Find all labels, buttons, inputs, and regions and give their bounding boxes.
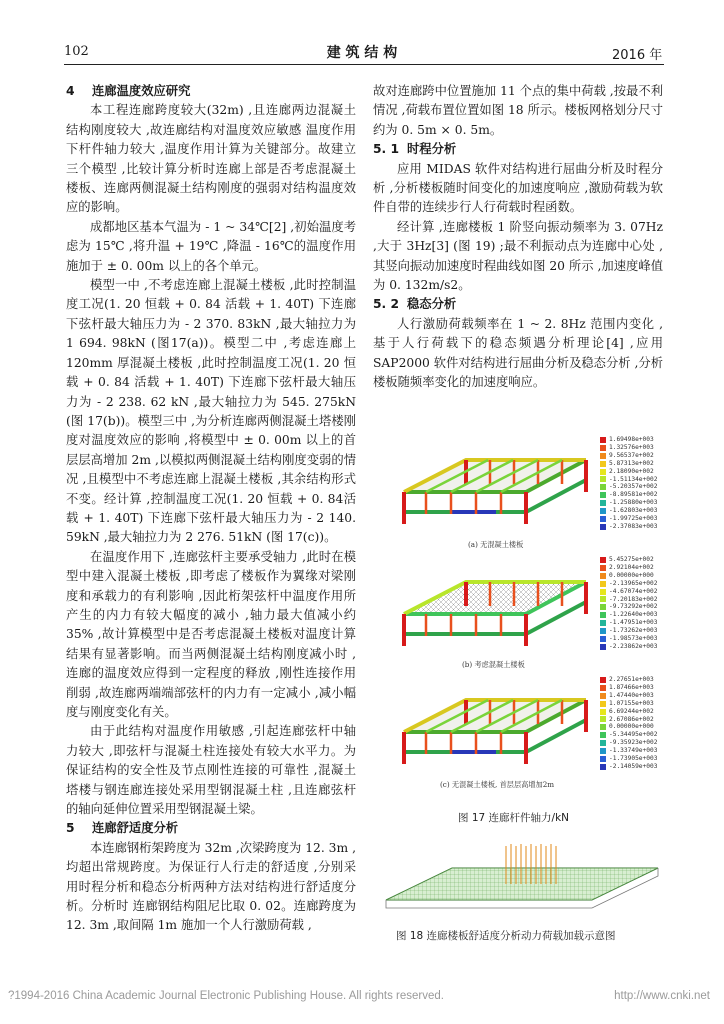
section-5-heading: 5 连廊舒适度分析 <box>66 821 179 836</box>
copyright-text: ?1994-2016 China Academic Journal Electronic Publishing House. All rights reserved. <box>8 990 444 1002</box>
journal-title: 建 筑 结 构 <box>326 45 398 61</box>
legend-swatch <box>600 709 606 715</box>
legend-swatch <box>600 701 606 707</box>
paragraph: 成都地区基本气温为 - 1 ~ 34℃[2] ,初始温度考虑为 15℃ ,将升温 + 19℃ ,降温 - 16℃的温度作用施加于 ± 0. 00m 以上的各个单元。 <box>66 219 356 273</box>
legend-swatch <box>600 604 606 610</box>
legend-swatch <box>600 557 606 563</box>
paragraph: 故对连廊跨中位置施加 11 个点的集中荷载 ,按最不利情况 ,荷载布置位置如图 18 所示。楼板网格划分尺寸约为 0. 5m × 0. 5m。 <box>373 84 663 137</box>
legend-swatch <box>600 596 606 602</box>
truss-model-a-image <box>396 432 596 532</box>
legend-swatch <box>600 445 606 451</box>
year: 2016 年 <box>612 48 663 63</box>
legend-swatch <box>600 740 606 746</box>
legend-swatch <box>600 524 606 530</box>
paragraph: 本工程连廊跨度较大(32m) ,且连廊两边混凝土结构刚度较大 ,故连廊结构对温度效应敏感 温度作用下杆件轴力较大 ,温度作用计算为关键部分。故建立三个模型 ,比较计算分析时连廊上部是否考虑混凝土楼板、连廊两侧混凝土结构刚度的强弱对结构温度效应的影响。 <box>66 103 356 215</box>
footer-url[interactable]: http://www.cnki.net <box>614 990 710 1002</box>
paragraph: 模型一中 ,不考虑连廊上混凝土楼板 ,此时控制温度工况(1. 20 恒载 + 0. 84 活载 + 1. 40T) 下连廊下弦杆最大轴压力为 - 2 370. 83kN ,最大轴拉力为 1 694. 98kN (图17(a))。模型二中 ,考虑连廊上 120mm 厚混凝土楼板 ,此时控制温度工况(1. 20 恒载 + 0. 84 活载 + 1. 40T) 下连廊下弦杆最大轴压力为 - 2 238. 62 kN ,最大轴拉力为 545. 275kN (图 17(b))。模型三中 ,为分析连廊两侧混凝土塔楼刚度对温度效应的影响 ,将模型中 ± 0. 00m 以上的首层层高增加 2m ,以模拟两侧混凝土结构刚度变弱的情况 ,且模型中不考虑连廊上混凝土楼板 ,其余结构形式不变。经计算 ,控制温度工况(1. 20 恒载 + 0. 84活载 + 1. 40T) 下连廊下弦杆最大轴压力为 - 2 140. 59kN ,最大轴拉力为 2 276. 51kN (图 17(c))。 <box>66 278 356 545</box>
right-column <box>373 82 663 393</box>
subcaption-b: (b) 考虑混凝土楼板 <box>462 660 525 669</box>
legend-swatch <box>600 612 606 618</box>
legend-c: 2.27651e+003 1.87466e+003 1.47440e+003 1.07155e+003 6.69244e+002 2.67086e+002 0.00000e+000 -5.34495e+002 -9.35923e+002 -1.33749e+003 -1.73905e+003 -2.14059e+003 <box>600 676 657 771</box>
legend-swatch <box>600 724 606 730</box>
legend-swatch <box>600 437 606 443</box>
paragraph: 人行激励荷载频率在 1 ~ 2. 8Hz 范围内变化 ,基于人行荷载下的稳态频遇分析理论[4] ,应用 SAP2000 软件对结构进行屈曲分析及稳态分析 ,分析楼板随频率变化的加速度响应。 <box>373 316 663 390</box>
section-4-heading: 4 连廊温度效应研究 <box>66 84 191 98</box>
legend-swatch <box>600 764 606 770</box>
legend-swatch <box>600 748 606 754</box>
figure-17-caption: 图 17 连廊杆件轴力/kN <box>458 812 570 824</box>
legend-swatch <box>600 500 606 506</box>
legend-swatch <box>600 636 606 642</box>
paragraph: 在温度作用下 ,连廊弦杆主要承受轴力 ,此时在模型中建入混凝土楼板 ,即考虑了楼板作为翼缘对梁刚度和承载力的有利影响 ,因此桁架弦杆中温度作用所产生的内力有较大幅度的减小 ,轴力最大值减小约 35% ,故计算模型中是否考虑混凝土楼板对温度计算结果有显著影响。而当两侧混凝土结构刚度减小时 ,连廊的温度效应得到一定程度的释放 ,刚性连接作用削弱 ,故连廊两端端部弦杆的内力有一定减小 ,减小幅度与刚度变化有关。 <box>66 549 356 719</box>
page-number: 102 <box>64 44 89 59</box>
legend-swatch <box>600 756 606 762</box>
legend-swatch <box>600 589 606 595</box>
legend-swatch <box>600 732 606 738</box>
legend-swatch <box>600 677 606 683</box>
legend-swatch <box>600 508 606 514</box>
paragraph: 应用 MIDAS 软件对结构进行屈曲分析及时程分析 ,分析楼板随时间变化的加速度响应 ,激励荷载为软件自带的连续步行人行荷载时程函数。 <box>373 161 663 215</box>
section-5-1-heading: 5. 1 时程分析 <box>373 142 457 157</box>
legend-swatch <box>600 565 606 571</box>
header-rule <box>64 64 664 65</box>
legend-swatch <box>600 453 606 459</box>
legend-swatch <box>600 644 606 650</box>
paragraph: 本连廊钢桁架跨度为 32m ,次梁跨度为 12. 3m ,均超出常规跨度。为保证行人行走的舒适度 ,分别采用时程分析和稳态分析两种方法对结构进行舒适度分析。分析时 连廊钢结构阻尼比取 0. 02。连廊跨度为 12. 3m ,取间隔 1m 施加一个人行激励荷载 , <box>66 840 356 933</box>
legend-swatch <box>600 716 606 722</box>
paragraph: 由于此结构对温度作用敏感 ,引起连廊弦杆中轴力较大 ,即弦杆与混凝土柱连接处有较大水平力。为保证结构的安全性及节点刚性连接的可靠性 ,混凝土塔楼与钢连廊连接处采用型钢混凝土柱 ,且连廊弦杆的轴向延伸位置采用型钢混凝土梁。 <box>66 724 356 817</box>
section-5-2-heading: 5. 2 稳态分析 <box>373 297 457 312</box>
legend-swatch <box>600 461 606 467</box>
legend-swatch <box>600 685 606 691</box>
legend-swatch <box>600 476 606 482</box>
legend-swatch <box>600 516 606 522</box>
footer <box>8 990 716 1002</box>
figure-18-caption: 图 18 连廊楼板舒适度分析动力荷载加载示意图 <box>396 930 616 942</box>
truss-model-b-image <box>396 552 596 652</box>
left-column <box>66 82 356 936</box>
truss-model-c-image <box>396 672 596 772</box>
paragraph: 经计算 ,连廊楼板 1 阶竖向振动频率为 3. 07Hz ,大于 3Hz[3] (图 19) ;最不利振动点为连廊中心处 ,其竖向振动加速度时程曲线如图 20 所示 ,加速度峰值为 0. 132m/s2。 <box>373 219 663 293</box>
legend-swatch <box>600 693 606 699</box>
legend-swatch <box>600 469 606 475</box>
legend-a: 1.69498e+003 1.32576e+003 9.56537e+002 5.87313e+002 2.18090e+002 -1.51134e+002 -5.20357e+002 -8.89581e+002 -1.25880e+003 -1.62803e+003 -1.99725e+003 -2.37083e+003 <box>600 436 657 531</box>
legend-swatch <box>600 573 606 579</box>
subcaption-a: (a) 无混凝土楼板 <box>468 540 524 549</box>
subcaption-c: (c) 无混凝土楼板, 首层层高增加2m <box>440 780 555 789</box>
legend-swatch <box>600 620 606 626</box>
legend-swatch <box>600 484 606 490</box>
legend-swatch <box>600 628 606 634</box>
legend-swatch <box>600 581 606 587</box>
legend-swatch <box>600 492 606 498</box>
legend-b: 5.45275e+002 2.92104e+002 0.00000e+000 -2.13965e+002 -4.67074e+002 -7.20183e+002 -9.73292e+002 -1.22640e+003 -1.47951e+003 -1.73262e+003 -1.98573e+003 -2.23862e+003 <box>600 556 657 651</box>
floor-slab-load-image <box>378 838 668 922</box>
